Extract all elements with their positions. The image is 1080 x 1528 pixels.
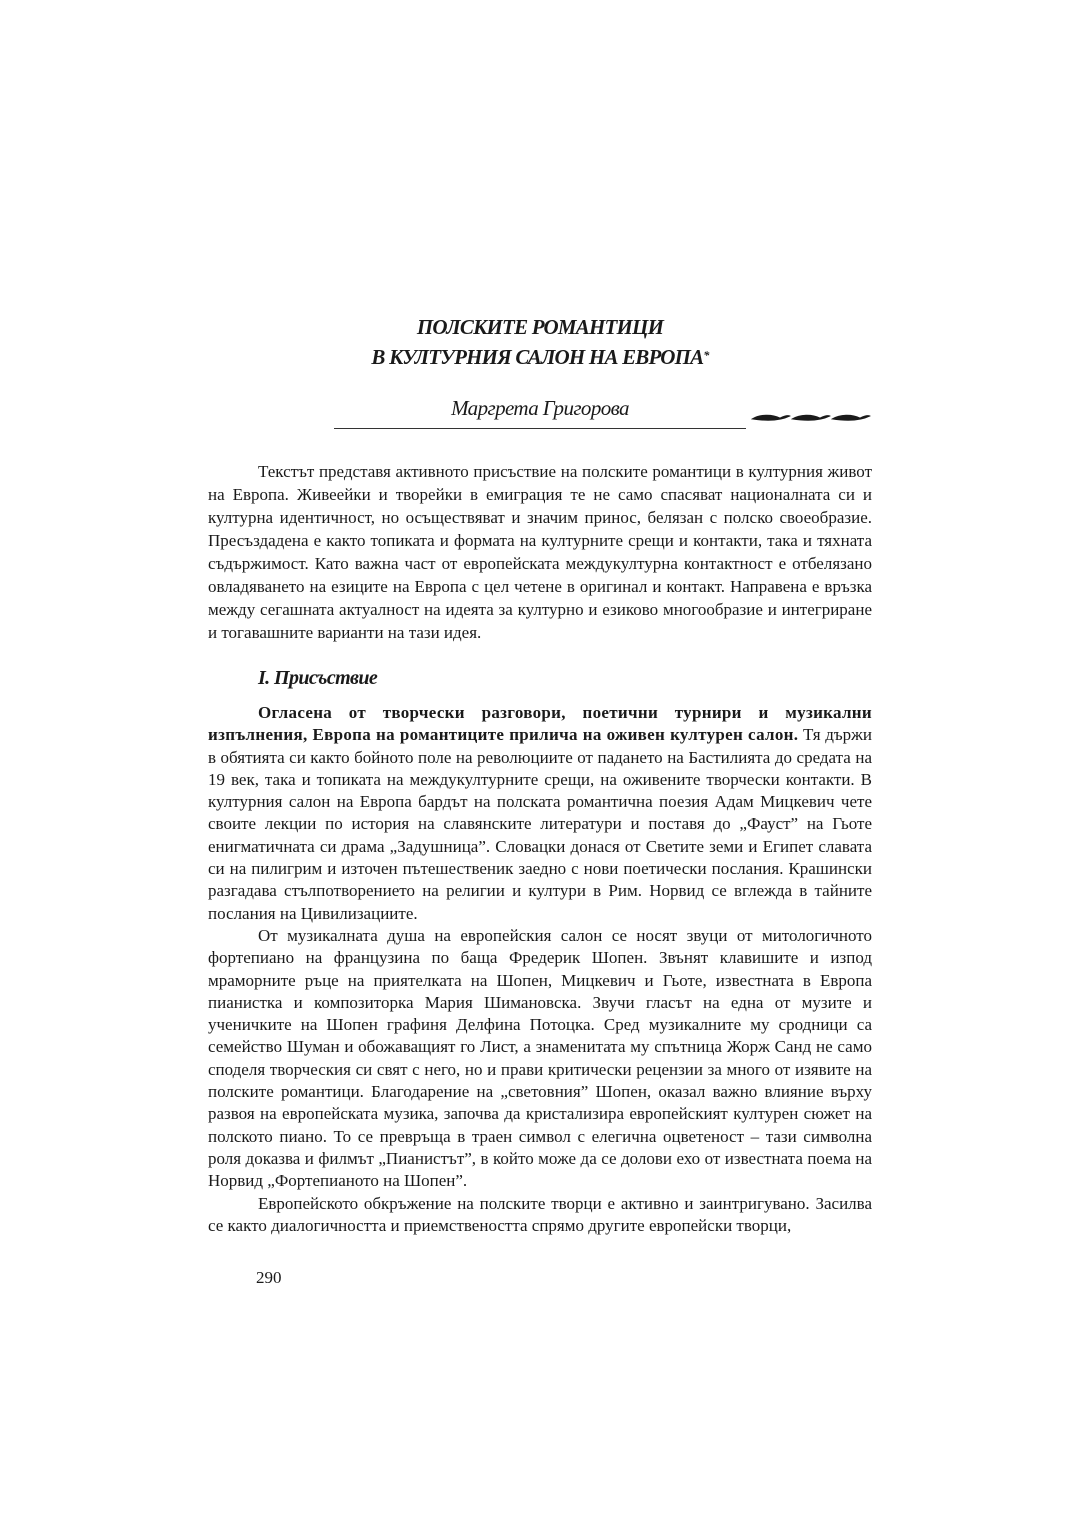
decorative-ornament-icon bbox=[750, 406, 872, 426]
article-title-line-2 bbox=[200, 343, 880, 371]
article-title-line-1 bbox=[200, 313, 880, 341]
title-line-1-text: ПОЛСКИТЕ РОМАНТИЦИ bbox=[416, 315, 664, 339]
title-footnote-mark[interactable]: * bbox=[703, 348, 709, 362]
body-text bbox=[208, 702, 872, 1237]
body-paragraph-1-lead: Огласена от творчески разговори, поетични турнири и музикални изпълнения, Европа на романтиците прилича на оживен културен салон. bbox=[208, 703, 872, 745]
title-line-2-text: В КУЛТУРНИЯ САЛОН НА ЕВРОПА bbox=[371, 345, 704, 369]
abstract-paragraph: Текстът представя активното присъствие на полските романтици в културния живот на Европа. Живеейки и творейки в емиграция те не само спасяват националната си и културна идентичност, но осъществяват и значим принос, белязан с полско своеобразие. Пресъздадена е както топиката и формата на културните срещи и контакти, така и тяхната съдържимост. Като важна част от европейската междукултурна контактност е отбелязано овладяването на езиците на Европа с цел четене в оригинал и контакт. Направена е връзка между сегашната актуалност на идеята за културно и езиково многообразие и интегриране и тогавашните варианти на тази идея. bbox=[208, 462, 872, 642]
author-name: Маргрета Григорова bbox=[451, 396, 629, 420]
author-divider bbox=[334, 428, 746, 429]
body-paragraph-1-text: Тя държи в обятията си както бойното поле на революциите от падането на Бастилията до средата на 19 век, така и топиката на междукултурните срещи, на оживените творчески контакти. В културния салон на Европа бардът на полската романтична поезия Адам Мицкевич чете своите лекции по история на славянските литератури и поставя до „Фауст” на Гьоте енигматичната си драма „Задушница”. Словацки донася от Светите земи и Египет славата си на пилигрим и източен пътешественик заедно с нови поетически послания. Крашински разгадава стълпотворението на религии и култури в Рим. Норвид се вглежда в тайните послания на Цивилизациите. bbox=[208, 725, 872, 923]
body-paragraph-2: От музикалната душа на европейския салон се носят звуци от митологичното фортепиано на французина по баща Фредерик Шопен. Звънят клавишите и изпод мраморните ръце на приятелката на Шопен, Мицкевич и Гьоте, известната в Европа пианистка и композиторка Мария Шимановска. Звучи гласът на една от музите и ученичките на Шопен графиня Делфина Потоцка. Сред музикалните му сродници са семейство Шуман и обожаващият го Лист, а знаменитата му спътница Жорж Санд не само споделя творческия си свят с него, но и прави критически рецензии за много от изявите на полските романтици. Благодарение на „световния” Шопен, оказал важно влияние върху развоя на европейската музика, започва да кристализира европейският културен сюжет на полското пиано. То се превръща в траен символ с елегична оцветеност – тази символна роля доказва и филмът „Пианистът”, в който може да се долови ехо от известната поема на Норвид „Фортепианото на Шопен”. bbox=[208, 925, 872, 1191]
page-number: 290 bbox=[256, 1268, 282, 1287]
body-paragraph-3: Европейското обкръжение на полските творци е активно и заинтригувано. Засилва се както диалогичността и приемствеността спрямо другите европейски творци, bbox=[208, 1193, 872, 1235]
section-heading: I. Присъствие bbox=[258, 667, 378, 689]
body-paragraph-1 bbox=[208, 702, 872, 925]
